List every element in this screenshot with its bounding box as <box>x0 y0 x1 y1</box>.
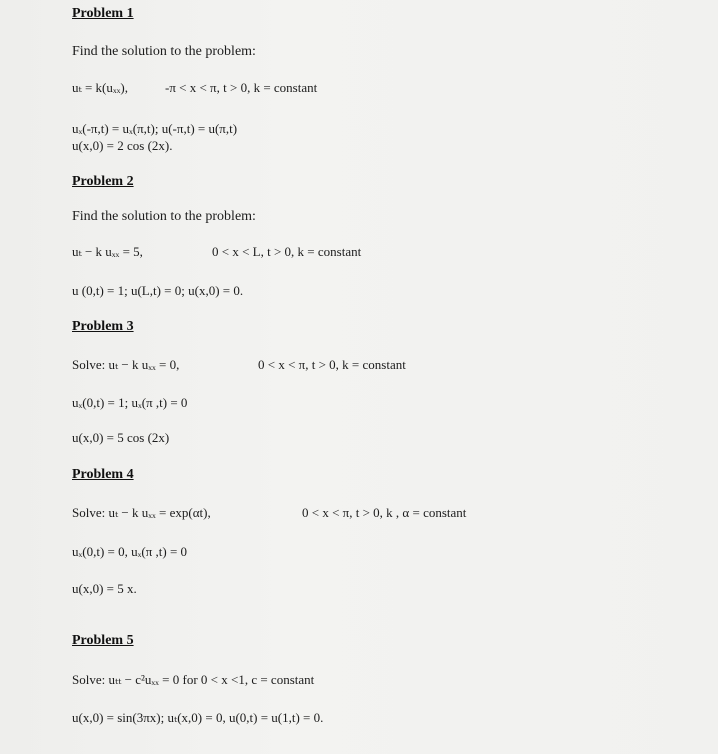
problem-1-boundary: uₓ(-π,t) = uₓ(π,t); u(-π,t) = u(π,t) <box>72 121 238 136</box>
problem-2-pde: uₜ − k uₓₓ = 5, <box>72 244 143 259</box>
problem-1-initial: u(x,0) = 2 cos (2x). <box>72 138 173 153</box>
problem-3-initial: u(x,0) = 5 cos (2x) <box>72 430 170 445</box>
problem-4-boundary: uₓ(0,t) = 0, uₓ(π ,t) = 0 <box>72 544 188 559</box>
problem-3-domain: 0 < x < π, t > 0, k = constant <box>258 357 406 372</box>
problem-2-domain: 0 < x < L, t > 0, k = constant <box>212 244 362 259</box>
problem-1-instruction: Find the solution to the problem: <box>72 44 256 59</box>
problem-4-pde: Solve: uₜ − k uₓₓ = exp(αt), <box>72 505 211 520</box>
problem-1-domain: -π < x < π, t > 0, k = constant <box>165 80 318 95</box>
problem-5-pde: Solve: uₜₜ − c²uₓₓ = 0 for 0 < x <1, c = constant <box>72 672 315 687</box>
problem-2-title: Problem 2 <box>72 174 134 189</box>
problem-3-pde: Solve: uₜ − k uₓₓ = 0, <box>72 357 180 372</box>
problem-4-domain: 0 < x < π, t > 0, k , α = constant <box>302 505 467 520</box>
problem-4-title: Problem 4 <box>72 467 134 482</box>
problem-1-title: Problem 1 <box>72 6 134 21</box>
problem-5-conditions: u(x,0) = sin(3πx); uₜ(x,0) = 0, u(0,t) = u(1,t) = 0. <box>72 710 324 725</box>
problem-2-instruction: Find the solution to the problem: <box>72 209 256 224</box>
problem-1-pde: uₜ = k(uₓₓ), <box>72 80 128 95</box>
problem-3-title: Problem 3 <box>72 319 134 334</box>
problem-2-conditions: u (0,t) = 1; u(L,t) = 0; u(x,0) = 0. <box>72 283 244 298</box>
problem-5-title: Problem 5 <box>72 633 134 648</box>
problem-3-boundary: uₓ(0,t) = 1; uₓ(π ,t) = 0 <box>72 395 188 410</box>
problem-4-initial: u(x,0) = 5 x. <box>72 581 137 596</box>
